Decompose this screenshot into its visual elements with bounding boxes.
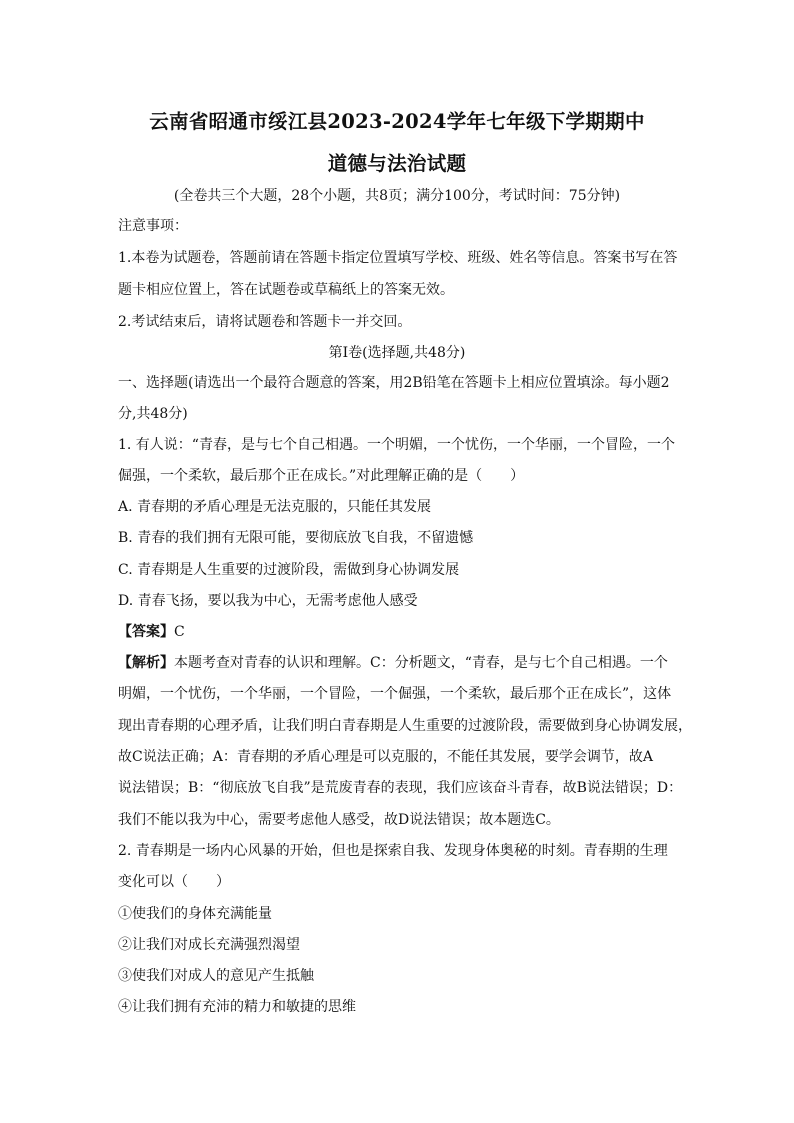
exam-subject-title: 道德与法治试题 bbox=[327, 152, 467, 175]
analysis-text: 本题考查对青春的认识和理解。C：分析题文，“青春，是与七个自己相遇。一个 bbox=[174, 655, 668, 671]
section-instruction-cont: 分,共48分) bbox=[118, 406, 188, 422]
question-2-item-2: ②让我们对成长充满强烈渴望 bbox=[118, 937, 300, 953]
section-title: 第Ⅰ卷(选择题,共48分) bbox=[328, 345, 466, 361]
notes-heading: 注意事项： bbox=[118, 218, 188, 234]
analysis-label: 【解析】 bbox=[118, 655, 174, 671]
question-1-option-c: C. 青春期是人生重要的过渡阶段，需做到身心协调发展 bbox=[118, 562, 460, 578]
question-2-stem: 2. 青春期是一场内心风暴的开始，但也是探索自我、发现身体奥秘的时刻。青春期的生理 bbox=[118, 843, 668, 859]
question-1-answer bbox=[118, 622, 684, 642]
note-item-1-cont: 题卡相应位置上，答在试题卷或草稿纸上的答案无效。 bbox=[118, 282, 454, 298]
answer-label: 【答案】 bbox=[118, 624, 174, 640]
question-2-stem-cont: 变化可以（ ） bbox=[118, 874, 230, 890]
note-item-1: 1.本卷为试题卷，答题前请在答题卡指定位置填写学校、班级、姓名等信息。答案书写在答 bbox=[118, 250, 678, 266]
analysis-line: 故C说法正确；A：青春期的矛盾心理是可以克服的，不能任其发展，要学会调节，故A bbox=[118, 749, 653, 765]
question-1-stem: 1. 有人说：“青春，是与七个自己相遇。一个明媚，一个忧伤，一个华丽，一个冒险，一个 bbox=[118, 437, 675, 453]
exam-info: (全卷共三个大题，28个小题，共8页；满分100分，考试时间：75分钟) bbox=[173, 188, 621, 204]
question-1-option-b: B. 青春的我们拥有无限可能，要彻底放飞自我，不留遗憾 bbox=[118, 530, 474, 546]
question-2-item-4: ④让我们拥有充沛的精力和敏捷的思维 bbox=[118, 999, 356, 1015]
section-instruction: 一、选择题(请选出一个最符合题意的答案，用2B铅笔在答题卡上相应位置填涂。每小题2 bbox=[118, 375, 670, 391]
exam-title: 云南省昭通市绥江县2023-2024学年七年级下学期期中 bbox=[149, 110, 645, 133]
analysis-line: 明媚，一个忧伤，一个华丽，一个冒险，一个倔强，一个柔软，最后那个正在成长”，这体 bbox=[118, 686, 672, 702]
analysis-line: 现出青春期的心理矛盾，让我们明白青春期是人生重要的过渡阶段，需要做到身心协调发展， bbox=[118, 718, 692, 734]
analysis-line: 说法错误；B：“彻底放飞自我”是荒废青春的表现，我们应该奋斗青春，故B说法错误；D： bbox=[118, 780, 683, 796]
analysis-line: 我们不能以我为中心，需要考虑他人感受，故D说法错误；故本题选C。 bbox=[118, 812, 560, 828]
answer-value: C bbox=[174, 624, 185, 640]
question-1-option-d: D. 青春飞扬，要以我为中心，无需考虑他人感受 bbox=[118, 593, 418, 609]
question-2-item-3: ③使我们对成人的意见产生抵触 bbox=[118, 968, 314, 984]
question-1-option-a: A. 青春期的矛盾心理是无法克服的，只能任其发展 bbox=[118, 499, 432, 515]
question-2-item-1: ①使我们的身体充满能量 bbox=[118, 906, 272, 922]
note-item-2: 2.考试结束后，请将试题卷和答题卡一并交回。 bbox=[118, 314, 412, 330]
question-1-stem-cont: 倔强，一个柔软，最后那个正在成长。”对此理解正确的是（ ） bbox=[118, 468, 525, 484]
question-1-analysis bbox=[118, 653, 684, 673]
